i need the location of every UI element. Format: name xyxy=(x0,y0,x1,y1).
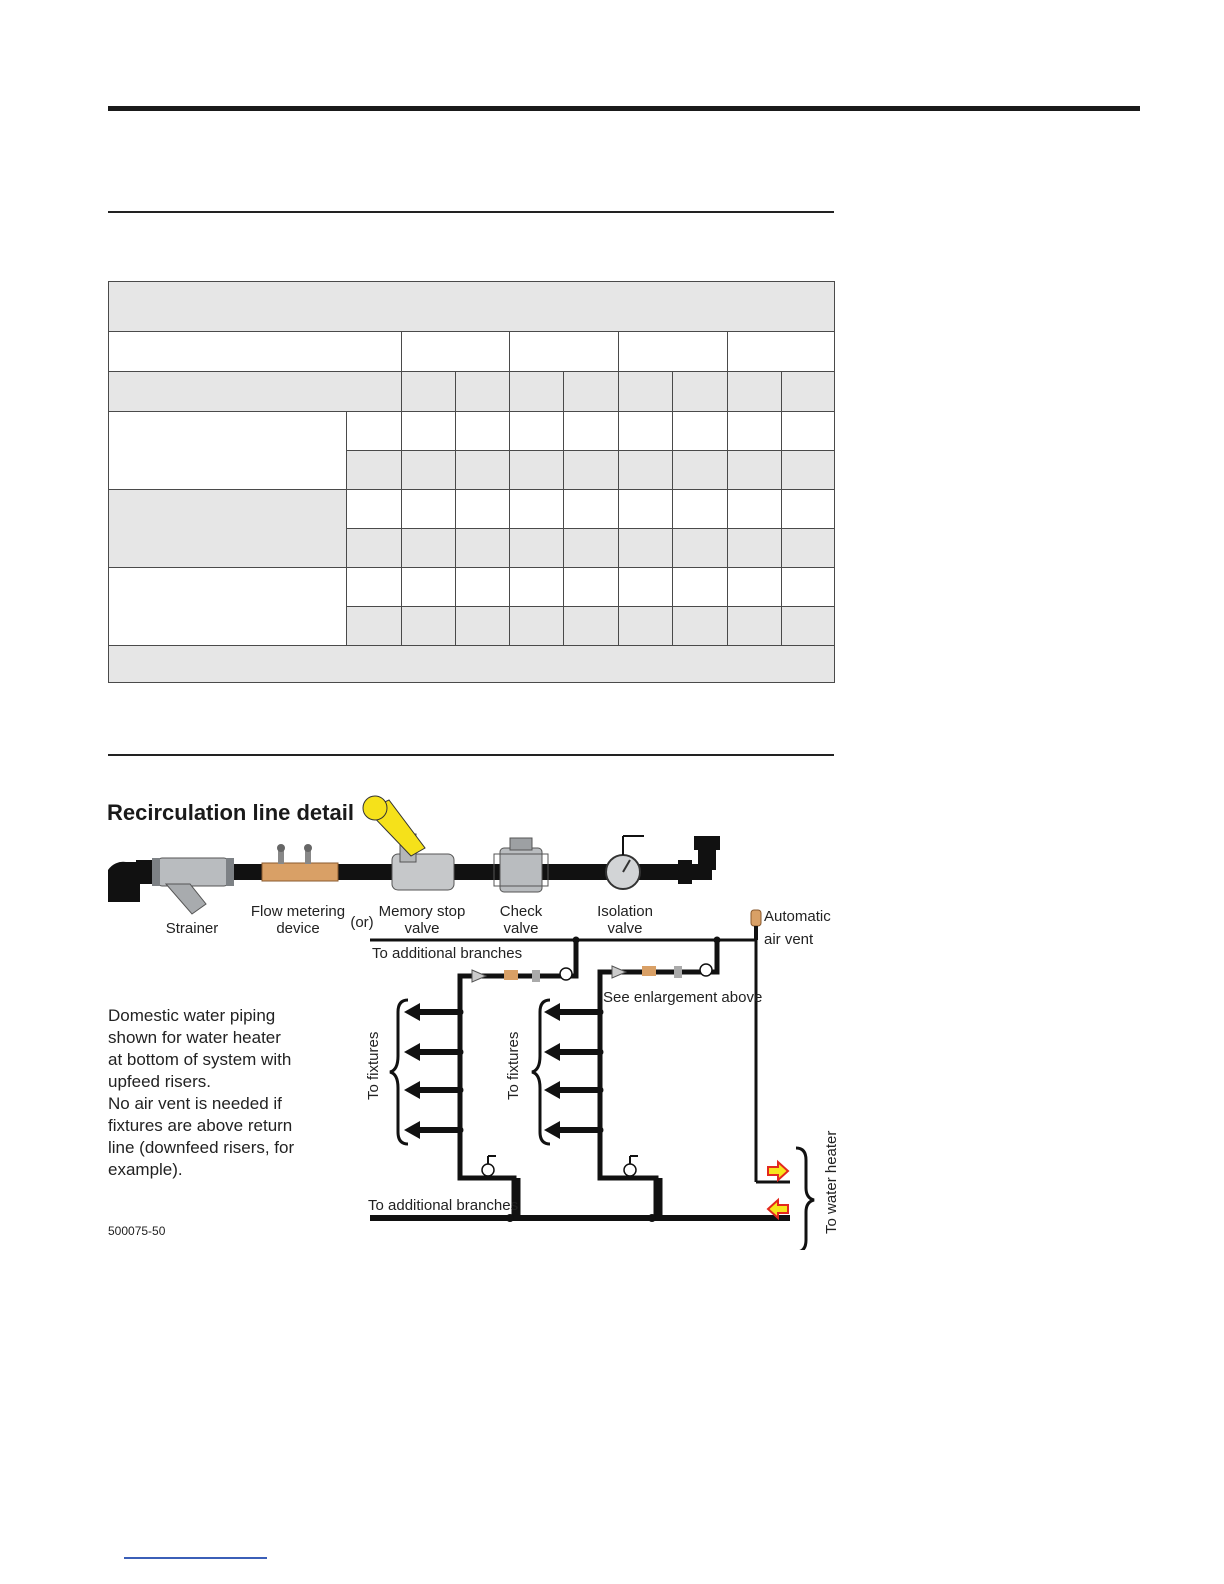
flow-meter-icon xyxy=(262,844,338,881)
note-line: at bottom of system with xyxy=(108,1050,292,1069)
label-air-vent: air vent xyxy=(764,931,814,948)
elbow-right-icon xyxy=(678,836,720,884)
label-automatic: Automatic xyxy=(764,908,831,925)
label-isolation: Isolation xyxy=(597,903,653,920)
arrow-to-heater-icon xyxy=(768,1162,788,1180)
note-line: line (downfeed risers, for xyxy=(108,1138,295,1157)
note-line: shown for water heater xyxy=(108,1028,281,1047)
table-row xyxy=(109,412,835,451)
label-memory-valve: valve xyxy=(404,920,440,937)
section-rule-diagram xyxy=(108,754,834,756)
table-row xyxy=(109,568,835,607)
top-rule xyxy=(108,106,1140,111)
label-flow-metering: Flow metering xyxy=(250,903,346,920)
note-line: upfeed risers. xyxy=(108,1072,211,1091)
label-check-valve: valve xyxy=(503,920,539,937)
strainer-icon xyxy=(152,858,234,914)
label-enlargement: See enlargement above xyxy=(603,989,763,1006)
label-bottom-branches: To additional branches xyxy=(368,1197,519,1214)
table-subheader-row xyxy=(109,372,835,412)
label-top-branches: To additional branches xyxy=(372,945,523,962)
branch-1 xyxy=(390,937,580,1221)
table-header-row xyxy=(109,332,835,372)
note-line: example). xyxy=(108,1160,183,1179)
label-strainer: Strainer xyxy=(165,920,219,937)
air-vent-icon xyxy=(751,910,761,940)
diagram-title: Recirculation line detail xyxy=(107,800,354,825)
table-row xyxy=(109,490,835,529)
data-table xyxy=(108,281,835,683)
label-device: device xyxy=(276,920,320,937)
note-line: Domestic water piping xyxy=(108,1006,276,1025)
footer-link-underline[interactable] xyxy=(124,1557,267,1559)
label-water-heater: To water heater xyxy=(823,1130,840,1234)
note-line: fixtures are above return xyxy=(108,1116,293,1135)
figure-id: 500075-50 xyxy=(108,1224,166,1238)
label-fixtures-2: To fixtures xyxy=(505,1031,522,1100)
diagram-note xyxy=(108,1006,294,1179)
label-check: Check xyxy=(499,903,543,920)
heater-brace xyxy=(796,1148,814,1250)
table-footnote-row xyxy=(109,646,835,683)
table-title-row xyxy=(109,282,835,332)
branch-2 xyxy=(532,937,721,1221)
note-line: No air vent is needed if xyxy=(108,1094,282,1113)
label-memory-stop: Memory stop xyxy=(378,903,466,920)
recirculation-diagram xyxy=(100,790,845,1250)
check-valve-icon xyxy=(494,838,548,892)
section-rule-table xyxy=(108,211,834,213)
label-isolation-valve: valve xyxy=(607,920,643,937)
isolation-valve-icon xyxy=(606,836,644,889)
label-fixtures-1: To fixtures xyxy=(365,1031,382,1100)
label-or: (or) xyxy=(350,914,374,931)
